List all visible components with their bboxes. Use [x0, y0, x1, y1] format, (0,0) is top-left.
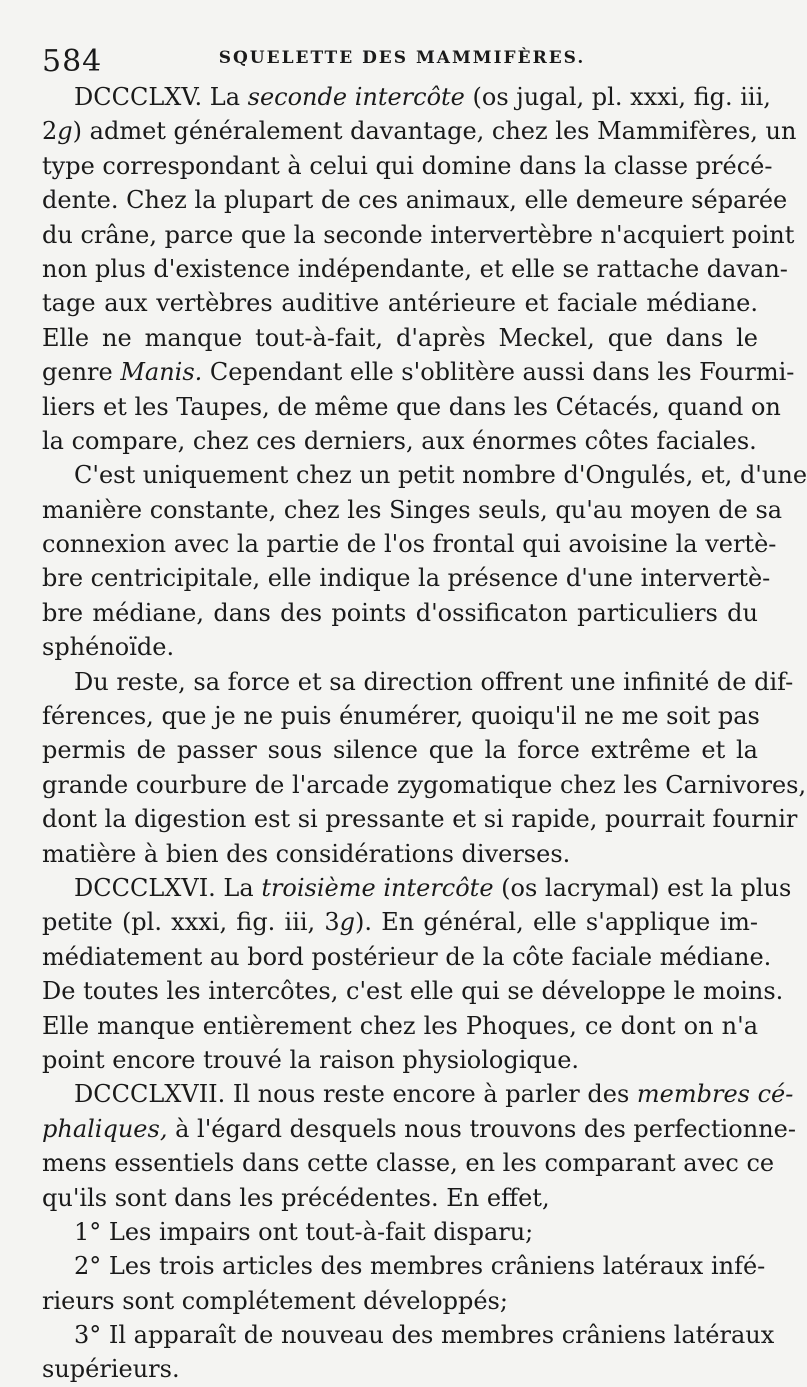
- text-line: [42, 837, 758, 871]
- text-line: [42, 768, 807, 802]
- text-line: [42, 80, 771, 114]
- text-segment: dont la digestion est si pressante et si rapide, pourrait fournir: [42, 805, 798, 834]
- text-segment: bre médiane, dans des points d'ossificaton particuliers du: [42, 598, 758, 627]
- text-line: [42, 1181, 758, 1215]
- text-segment: du crâne, parce que la seconde intervertèbre n'acquiert point: [42, 220, 795, 249]
- text-line: [42, 114, 797, 148]
- text-segment: De toutes les intercôtes, c'est elle qui se développe le moins.: [42, 977, 784, 1006]
- text-line: [42, 665, 794, 699]
- text-segment: 3° Il apparaît de nouveau des membres crâniens latéraux: [74, 1321, 775, 1350]
- text-segment: Cependant elle s'oblitère aussi dans les Fourmi-: [202, 358, 795, 387]
- text-segment: férences, que je ne puis énumérer, quoiqu'il ne me soit pas: [42, 702, 760, 731]
- italic-text: troisième intercôte: [261, 873, 494, 902]
- text-segment: manière constante, chez les Singes seuls, qu'au moyen de sa: [42, 495, 783, 524]
- text-line: [42, 218, 795, 252]
- text-segment: ) admet généralement davantage, chez les Mammifères, un: [72, 117, 797, 146]
- text-line: [42, 390, 781, 424]
- text-segment: rieurs sont complétement développés;: [42, 1286, 508, 1315]
- italic-text: seconde intercôte: [247, 83, 465, 111]
- text-segment: connexion avec la partie de l'os frontal qui avoisine la vertè-: [42, 530, 777, 559]
- text-line: [42, 871, 792, 905]
- text-line: [42, 1352, 758, 1386]
- text-segment: ). En général, elle s'applique im-: [355, 908, 758, 937]
- text-line: [42, 493, 783, 527]
- text-segment: 1° Les impairs ont tout-à-fait disparu;: [74, 1217, 534, 1246]
- text-line: [42, 596, 758, 630]
- text-segment: mens essentiels dans cette classe, en les comparant avec ce: [42, 1149, 775, 1178]
- text-segment: DCCCLXVII. Il nous reste encore à parler des: [74, 1080, 637, 1109]
- text-segment: qu'ils sont dans les précédentes. En effet,: [42, 1183, 550, 1212]
- page-header: [42, 42, 762, 82]
- italic-text: membres cé-: [636, 1080, 794, 1109]
- text-line: [42, 1112, 796, 1146]
- text-line: [42, 1043, 758, 1077]
- text-line: [42, 1284, 758, 1318]
- text-segment: tage aux vertèbres auditive antérieure et faciale médiane.: [42, 289, 758, 318]
- text-line: [42, 1215, 758, 1249]
- text-line: [42, 561, 771, 595]
- text-segment: C'est uniquement chez un petit nombre d'Ongulés, et, d'une: [74, 461, 807, 490]
- text-line: [42, 699, 758, 733]
- text-segment: non plus d'existence indépendante, et elle se rattache davan-: [42, 254, 788, 283]
- text-line: [42, 149, 773, 183]
- text-line: [42, 1249, 766, 1283]
- running-title: SQUELETTE DES MAMMIFÈRES.: [218, 48, 586, 68]
- text-line: [42, 940, 772, 974]
- text-segment: petite (pl. xxxi, fig. iii, 3: [42, 908, 340, 937]
- text-segment: la compare, chez ces derniers, aux énormes côtes faciales.: [42, 426, 757, 455]
- text-segment: DCCCLXVI. La: [74, 873, 262, 902]
- text-line: [42, 733, 758, 767]
- text-line: [42, 321, 758, 355]
- italic-text: phaliques,: [42, 1114, 168, 1143]
- text-segment: bre centricipitale, elle indique la présence d'une intervertè-: [42, 564, 771, 593]
- text-segment: genre: [42, 358, 121, 387]
- text-segment: liers et les Taupes, de même que dans les Cétacés, quand on: [42, 392, 781, 421]
- text-line: [42, 1146, 775, 1180]
- text-line: [42, 183, 788, 217]
- text-line: [42, 424, 758, 458]
- text-line: [42, 355, 795, 389]
- text-segment: type correspondant à celui qui domine dans la classe précé-: [42, 151, 773, 180]
- text-line: [42, 458, 807, 492]
- text-segment: 2: [42, 117, 58, 146]
- text-segment: permis de passer sous silence que la force extrême et la: [42, 736, 758, 765]
- text-segment: Du reste, sa force et sa direction offrent une infinité de dif-: [74, 667, 794, 696]
- text-segment: grande courbure de l'arcade zygomatique chez les Carnivores,: [42, 770, 807, 799]
- italic-text: g: [339, 908, 356, 937]
- text-line: [42, 286, 758, 320]
- text-segment: médiatement au bord postérieur de la côte faciale médiane.: [42, 942, 772, 971]
- text-line: [42, 802, 798, 836]
- text-segment: DCCCLXV. La: [74, 83, 248, 111]
- text-segment: dente. Chez la plupart de ces animaux, elle demeure séparée: [42, 186, 788, 215]
- text-line: [42, 905, 758, 939]
- text-line: [42, 1009, 758, 1043]
- italic-text: Manis.: [120, 358, 203, 387]
- body-text: [42, 80, 807, 1387]
- text-line: [42, 630, 758, 664]
- text-segment: 2° Les trois articles des membres crâniens latéraux infé-: [74, 1252, 766, 1281]
- page-number: 584: [42, 44, 103, 79]
- text-segment: (os jugal, pl. xxxi, fig. iii,: [464, 83, 771, 111]
- text-segment: à l'égard desquels nous trouvons des perfectionne-: [167, 1114, 796, 1143]
- text-segment: supérieurs.: [42, 1355, 180, 1384]
- text-line: [42, 252, 788, 286]
- italic-text: g: [57, 117, 73, 146]
- text-segment: Elle ne manque tout-à-fait, d'après Meckel, que dans le: [42, 323, 758, 352]
- text-line: [42, 1318, 775, 1352]
- text-segment: matière à bien des considérations diverses.: [42, 839, 571, 868]
- text-segment: (os lacrymal) est la plus: [493, 873, 792, 902]
- text-segment: sphénoïde.: [42, 633, 175, 662]
- text-line: [42, 527, 777, 561]
- text-segment: Elle manque entièrement chez les Phoques, ce dont on n'a: [42, 1011, 758, 1040]
- text-segment: point encore trouvé la raison physiologique.: [42, 1045, 580, 1074]
- text-line: [42, 1077, 794, 1111]
- text-line: [42, 974, 784, 1008]
